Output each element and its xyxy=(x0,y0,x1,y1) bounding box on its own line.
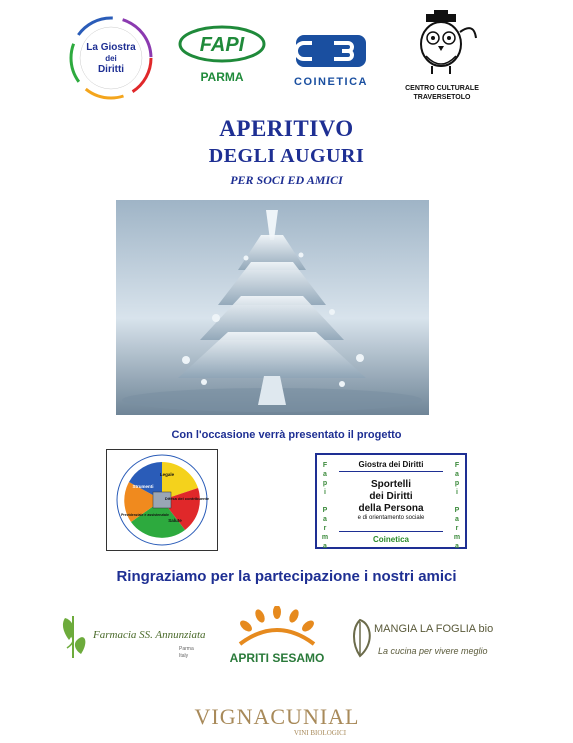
sportelli-vertical-letter: r xyxy=(455,525,459,532)
wheel-segment-difesa: Difesa del contribuente xyxy=(164,496,210,501)
sponsor-mangia-la-foglia-logo xyxy=(350,610,500,666)
farmacia-sub1: Parma xyxy=(179,646,194,652)
sportelli-divider-top xyxy=(339,471,443,472)
sportelli-vertical-letter: i xyxy=(324,489,326,496)
wheel-segment-strumenti: Strumenti xyxy=(132,484,154,489)
sportelli-main1: Sportelli xyxy=(370,479,411,490)
sportelli-vertical-letter: a xyxy=(323,543,327,550)
sportelli-vertical-letter: p xyxy=(454,480,460,487)
fapi-parma-logo xyxy=(178,22,266,88)
coinetica-logo xyxy=(272,33,390,93)
sportelli-vertical-letter: p xyxy=(322,480,328,487)
project-wheel-diagram xyxy=(106,449,218,551)
wheel-segment-legale: Legale xyxy=(159,472,175,477)
sportelli-vertical-letter: P xyxy=(454,507,460,514)
sportelli-vertical-letter: m xyxy=(321,534,329,541)
sportelli-bottom: Coinetica xyxy=(372,535,409,544)
centro-line2: TRAVERSETOLO xyxy=(413,94,471,101)
sportelli-vertical-letter: a xyxy=(323,471,327,478)
giostra-line3: Diritti xyxy=(97,64,125,75)
sponsor-vigna-cunial-logo xyxy=(170,700,385,738)
sportelli-divider-bottom xyxy=(339,531,443,532)
giostra-line1: La Giostra xyxy=(86,42,136,53)
thanks-heading: Ringraziamo per la partecipazione i nostri amici xyxy=(116,568,457,585)
farmacia-sub2: Italy xyxy=(179,653,189,659)
sportelli-top: Giostra dei Diritti xyxy=(358,460,424,469)
sponsor-farmacia-logo xyxy=(55,610,205,664)
fapi-caption: PARMA xyxy=(200,70,244,84)
mangia-tagline: La cucina per vivere meglio xyxy=(378,646,488,656)
subtitle-soci-amici: PER SOCI ED AMICI xyxy=(230,173,343,187)
sportelli-diagram xyxy=(315,453,467,549)
sponsor-apriti-sesamo-logo xyxy=(210,606,345,672)
sportelli-vertical-letter: F xyxy=(454,462,460,469)
giostra-dei-diritti-logo xyxy=(67,14,155,102)
coinetica-caption: COINETICA xyxy=(294,76,368,88)
fapi-mark: FAPI xyxy=(199,34,245,56)
wheel-segment-salute: Salute xyxy=(168,518,182,523)
sportelli-vertical-letter: a xyxy=(455,471,459,478)
sportelli-vertical-letter: P xyxy=(322,507,328,514)
sportelli-vertical-letter: F xyxy=(322,462,328,469)
mangia-name: MANGIA LA FOGLIA bio xyxy=(374,623,494,635)
vigna-sub: VINI BIOLOGICI xyxy=(293,729,347,737)
centro-culturale-logo xyxy=(398,8,486,104)
apriti-name: APRITI SESAMO xyxy=(229,651,325,665)
vigna-name: VIGNACUNIAL xyxy=(194,704,360,729)
project-intro-text: Con l'occasione verrà presentato il progetto xyxy=(171,429,402,441)
giostra-line2: dei xyxy=(105,54,117,63)
sportelli-vertical-letter: r xyxy=(323,525,327,532)
title-aperitivo: APERITIVO xyxy=(219,116,354,141)
water-tree-photo xyxy=(116,200,429,415)
sportelli-vertical-letter: m xyxy=(453,534,461,541)
sportelli-main3: della Persona xyxy=(358,503,424,514)
sportelli-sub: e di orientamento sociale xyxy=(357,515,425,521)
sportelli-vertical-letter: i xyxy=(456,489,458,496)
sportelli-vertical-letter: a xyxy=(455,516,459,523)
farmacia-name: Farmacia SS. Annunziata xyxy=(93,629,205,641)
sportelli-main2: dei Diritti xyxy=(369,491,413,502)
sportelli-vertical-letter: a xyxy=(323,516,327,523)
centro-line1: CENTRO CULTURALE xyxy=(405,85,479,92)
title-degli-auguri: DEGLI AUGURI xyxy=(208,145,365,167)
sportelli-vertical-letter: a xyxy=(455,543,459,550)
wheel-segment-previdenziale: Previdenziale e assistenziale xyxy=(121,513,169,517)
